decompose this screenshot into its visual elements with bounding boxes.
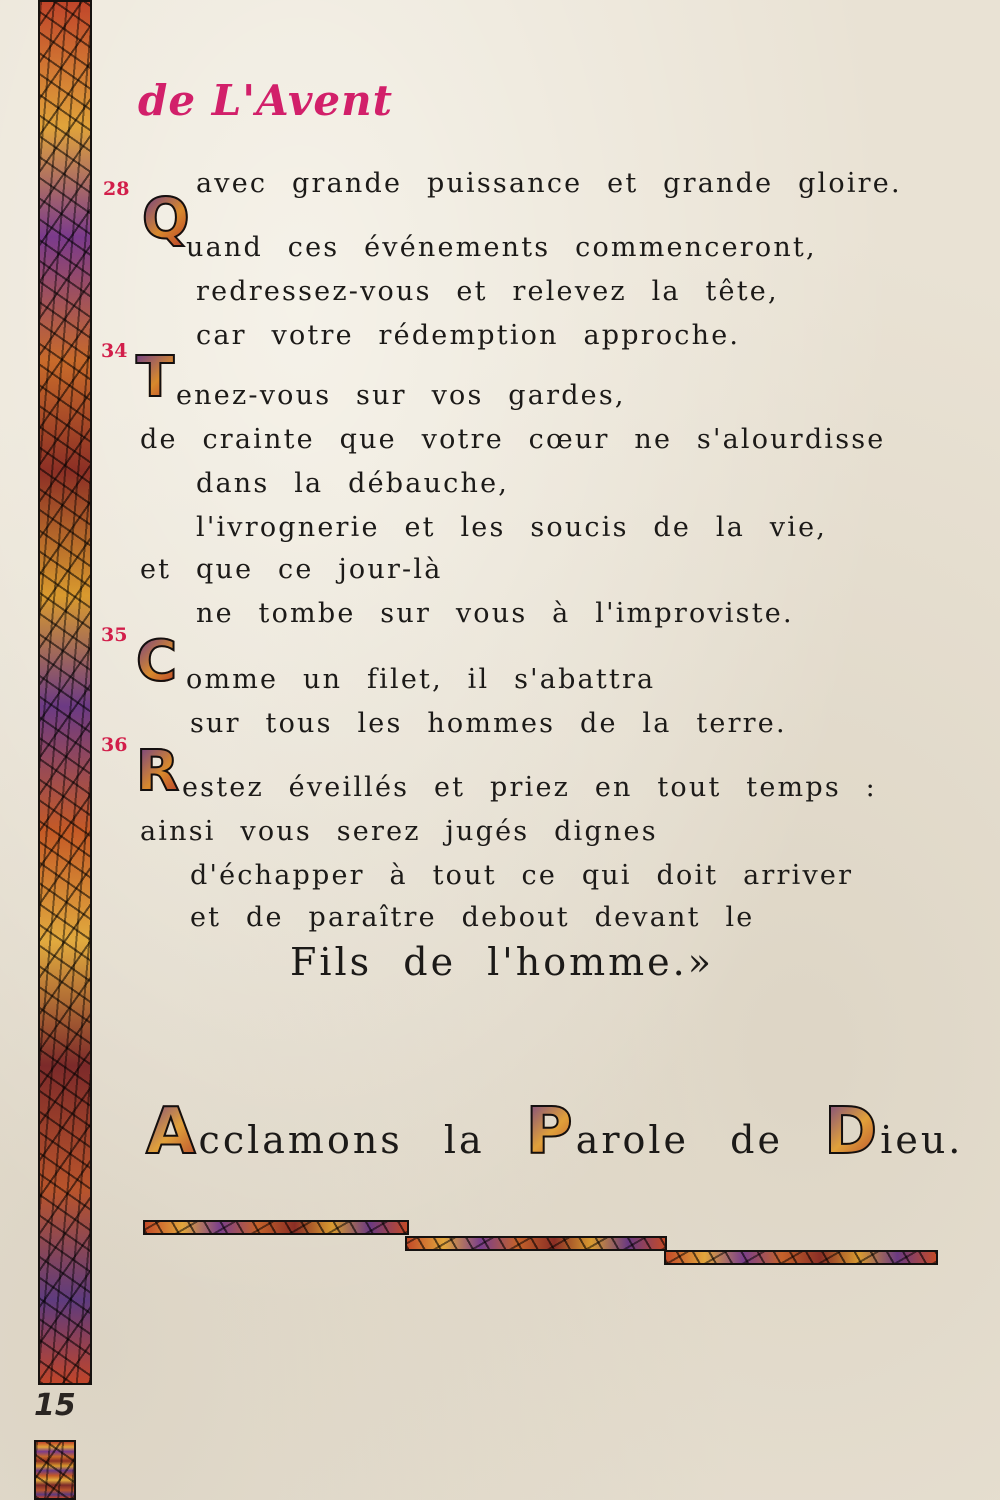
verse-number: 28 — [103, 178, 130, 200]
stained-glass-border-bottom — [34, 1440, 76, 1500]
acclamation-word — [444, 1118, 485, 1162]
acclamation-word-rest: arole — [575, 1118, 690, 1162]
acclamation-initial: P — [525, 1095, 576, 1169]
verse-number: 36 — [101, 734, 128, 756]
acclamation-initial: D — [824, 1095, 881, 1169]
acclamation-word-rest: de — [730, 1118, 783, 1162]
stained-glass-divider-segment — [143, 1220, 409, 1235]
verse-number: 35 — [101, 624, 128, 646]
passage-line: car votre rédemption approche. — [196, 320, 741, 351]
passage-line: et de paraître debout devant le — [190, 902, 755, 933]
passage-line: de crainte que votre cœur ne s'alourdisse — [140, 424, 886, 455]
passage-line: et que ce jour-là — [140, 554, 443, 585]
acclamation-word — [146, 1095, 403, 1169]
page-number: 15 — [34, 1388, 76, 1423]
passage-line: l'ivrognerie et les soucis de la vie, — [196, 512, 828, 543]
drop-cap: Q — [142, 187, 190, 252]
acclamation-initial: A — [146, 1095, 199, 1169]
acclamation-word-rest: ieu. — [880, 1118, 964, 1162]
passage-closing-line: Fils de l'homme.» — [290, 940, 714, 984]
stained-glass-border — [38, 0, 92, 1385]
passage-line: d'échapper à tout ce qui doit arriver — [190, 860, 854, 891]
acclamation-word — [730, 1118, 783, 1162]
passage-line: dans la débauche, — [196, 468, 510, 499]
drop-cap: T — [136, 345, 175, 410]
drop-cap: C — [136, 629, 178, 694]
passage-line: ne tombe sur vous à l'improviste. — [196, 598, 794, 629]
passage-line: omme un filet, il s'abattra — [186, 664, 656, 695]
stained-glass-divider-segment — [405, 1236, 667, 1251]
acclamation-word-rest: cclamons — [198, 1118, 403, 1162]
passage-line: uand ces événements commenceront, — [186, 232, 817, 263]
verse-number: 34 — [101, 340, 128, 362]
acclamation-word-rest: la — [443, 1118, 485, 1162]
drop-cap: R — [136, 739, 180, 804]
passage-line: ainsi vous serez jugés dignes — [140, 816, 658, 847]
acclamation-heading — [146, 1095, 989, 1169]
acclamation-word — [824, 1095, 964, 1169]
passage-line: enez-vous sur vos gardes, — [176, 380, 626, 411]
passage-line: sur tous les hommes de la terre. — [190, 708, 787, 739]
page-title: de L'Avent — [138, 76, 394, 125]
passage-line: estez éveillés et priez en tout temps : — [182, 772, 877, 803]
passage-line: redressez-vous et relevez la tête, — [196, 276, 779, 307]
acclamation-word — [525, 1095, 690, 1169]
stained-glass-divider-segment — [664, 1250, 938, 1265]
passage-line: avec grande puissance et grande gloire. — [196, 168, 902, 199]
